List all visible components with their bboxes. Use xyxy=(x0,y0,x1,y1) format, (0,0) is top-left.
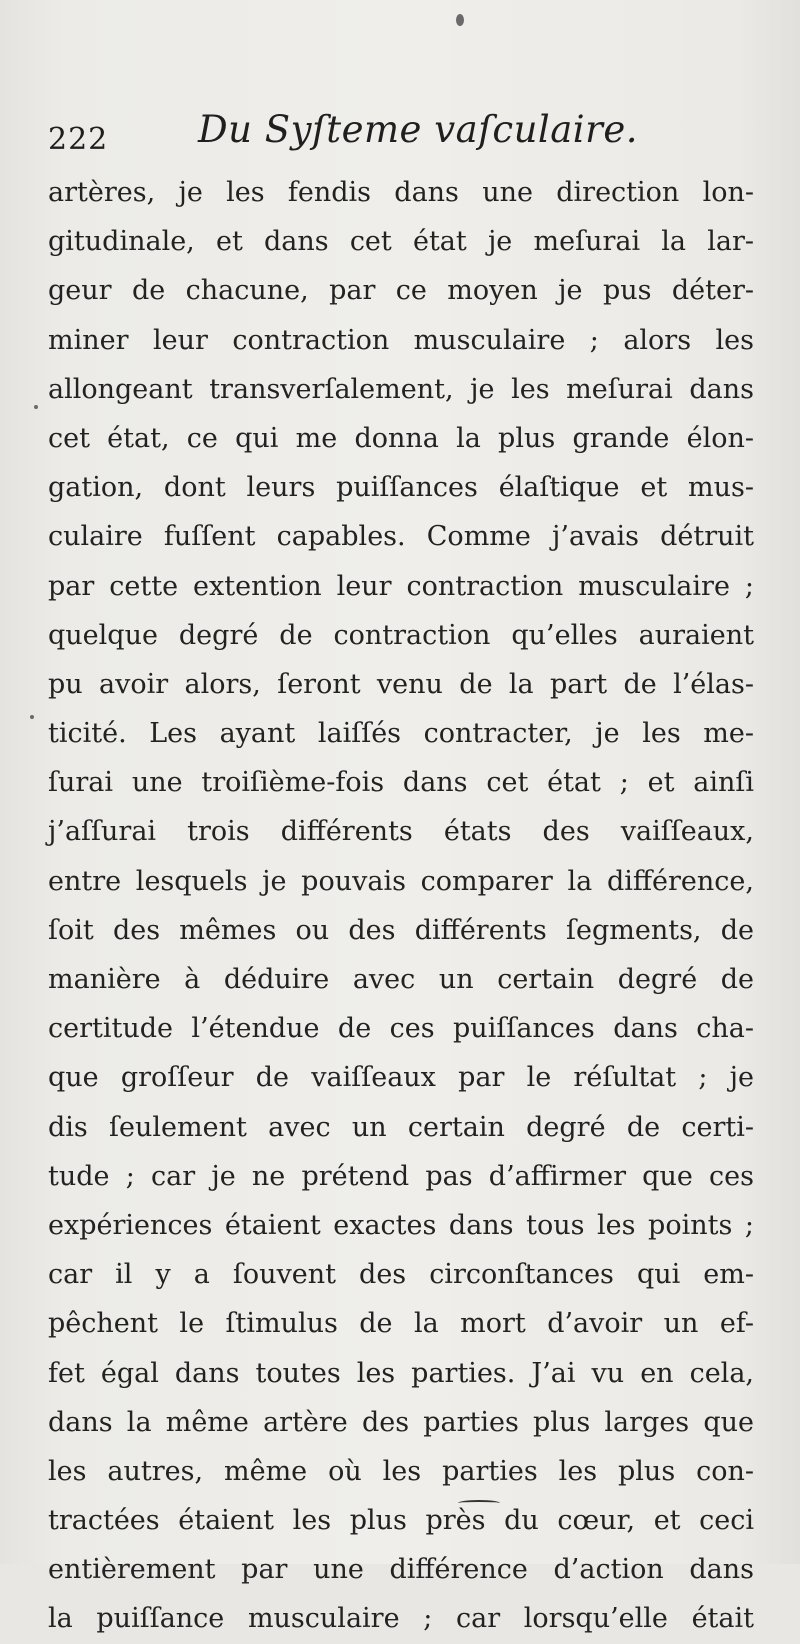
text-line: entre lesquels je pouvais comparer la différence, xyxy=(48,865,754,897)
text-line: les autres, même où les parties les plus con- xyxy=(48,1455,754,1487)
text-line: gation, dont leurs puiſſances élaſtique et mus- xyxy=(48,472,754,504)
text-line: gitudinale, et dans cet état je meſurai la lar- xyxy=(48,226,754,258)
text-line: entièrement par une différence d’action dans xyxy=(48,1554,754,1586)
running-title: Du Syſteme vaſculaire. xyxy=(198,108,638,151)
text-line: fet égal dans toutes les parties. J’ai vu en cela, xyxy=(48,1357,754,1389)
text-line: pêchent le ſtimulus de la mort d’avoir un ef- xyxy=(48,1308,754,1340)
ink-speck xyxy=(456,14,464,26)
text-line: expériences étaient exactes dans tous les points ; xyxy=(48,1209,754,1241)
text-line: ſurai une troiſième-fois dans cet état ; et ainſi xyxy=(48,767,754,799)
text-line: la puiſſance musculaire ; car lorsqu’elle était xyxy=(48,1603,754,1635)
text-line: artères, je les fendis dans une direction lon- xyxy=(48,177,754,208)
catch-mark xyxy=(458,1500,500,1506)
text-line: j’aſſurai trois différents états des vaiſſeaux, xyxy=(48,816,754,848)
page-header xyxy=(48,108,768,158)
text-line: dans la même artère des parties plus larges que xyxy=(48,1406,754,1438)
text-line: pu avoir alors, ſeront venu de la part de l’élas- xyxy=(48,668,754,700)
text-line: manière à déduire avec un certain degré de xyxy=(48,964,754,995)
body-text xyxy=(48,168,754,1644)
text-line: culaire fuſſent capables. Comme j’avais détruit xyxy=(48,521,754,553)
text-line: car il y a ſouvent des circonſtances qui em- xyxy=(48,1259,754,1291)
text-line: ticité. Les ayant laiſſés contracter, je les me- xyxy=(48,718,754,750)
ink-speck xyxy=(34,405,38,409)
text-line: miner leur contraction musculaire ; alors les xyxy=(48,324,754,356)
text-line: tude ; car je ne prétend pas d’affirmer que ces xyxy=(48,1160,754,1192)
ink-speck xyxy=(30,715,34,719)
text-line: allongeant transverſalement, je les meſurai dans xyxy=(48,373,754,405)
text-line: ſoit des mêmes ou des différents ſegments, de xyxy=(48,914,754,946)
text-line: certitude l’étendue de ces puiſſances dans cha- xyxy=(48,1013,754,1045)
text-line: tractées étaient les plus près du cœur, et ceci xyxy=(48,1505,754,1537)
page-number: 222 xyxy=(48,122,109,157)
text-line: dis ſeulement avec un certain degré de certi- xyxy=(48,1111,754,1143)
text-line: que groſſeur de vaiſſeaux par le réſultat ; je xyxy=(48,1062,754,1094)
text-line: geur de chacune, par ce moyen je pus déter- xyxy=(48,275,754,307)
text-line: par cette extention leur contraction musculaire ; xyxy=(48,570,754,602)
text-line: quelque degré de contraction qu’elles auraient xyxy=(48,619,754,651)
text-line: cet état, ce qui me donna la plus grande élon- xyxy=(48,422,754,454)
